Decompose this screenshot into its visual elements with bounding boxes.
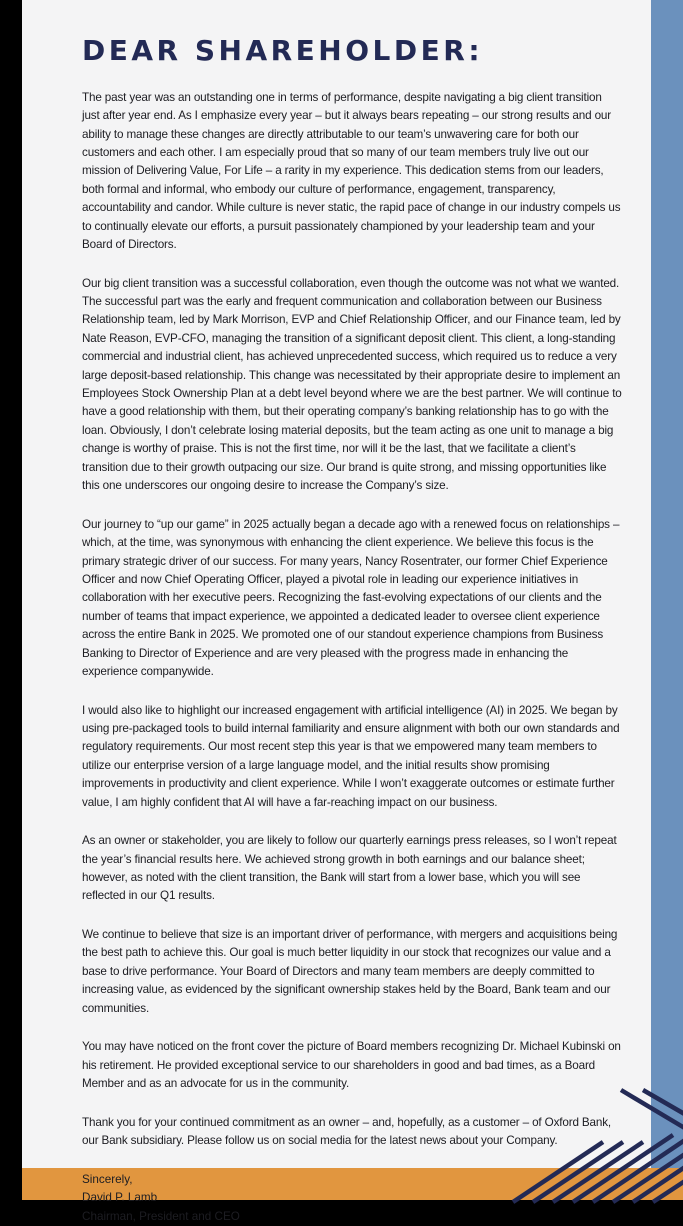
signature-block bbox=[82, 1171, 622, 1226]
letter-paragraph: The past year was an outstanding one in terms of performance, despite navigating a big client transition just after year end. As I emphasize every year – but it always bears repeating – our strong results and our ability to manage these changes are directly attributable to our team’s unwavering care for both our customers and each other. I am especially proud that so many of our team members truly live out our mission of Delivering Value, For Life – a rarity in my experience. This dedication stems from our leaders, both formal and informal, who embody our culture of performance, engagement, transparency, accountability and candor. While culture is never static, the rapid pace of change in our industry compels us to continually elevate our efforts, a pursuit passionately championed by your leadership team and your Board of Directors. bbox=[82, 90, 621, 252]
letter-content bbox=[82, 36, 622, 1226]
right-blue-stripe bbox=[651, 0, 683, 1200]
letter-paragraph: You may have noticed on the front cover the picture of Board members recognizing Dr. Michael Kubinski on his retirement. He provided exceptional service to our shareholders in good and bad times, as a Board Member and as an advocate for us in the community. bbox=[82, 1040, 621, 1091]
letter-paragraph: Our journey to “up our game” in 2025 actually began a decade ago with a renewed focus on relationships – which, at the time, was synonymous with enhancing the client experience. We believe this focus is the primary strategic driver of our success. For many years, Nancy Rosentrater, our former Chief Experience Officer and now Chief Operating Officer, played a pivotal role in leading our experience initiatives in collaboration with her executive peers. Recognizing the fast-evolving expectations of our clients and the number of teams that impact experience, we appointed a dedicated leader to oversee client experience across the entire Bank in 2025. We promoted one of our standout experience champions from Business Banking to Director of Experience and are very pleased with the progress made in enhancing the experience companywide. bbox=[82, 517, 620, 678]
letter-paragraph: We continue to believe that size is an important driver of performance, with mergers and acquisitions being the best path to achieve this. Our goal is much better liquidity in our stock that recognizes our value and a base to drive performance. Your Board of Directors and many team members are deeply committed to increasing value, as evidenced by the significant ownership stakes held by the Board, Bank team and our communities. bbox=[82, 927, 618, 1015]
signer-name: David P. Lamb bbox=[82, 1191, 158, 1205]
left-black-edge bbox=[0, 0, 22, 1200]
diagonal-stripe bbox=[653, 1179, 683, 1202]
letter-page bbox=[22, 0, 683, 1223]
letter-paragraph: I would also like to highlight our increased engagement with artificial intelligence (AI) in 2025. We began by using pre-packaged tools to build internal familiarity and ensure alignment with both our own standards and regulatory requirements. Our most recent step this year is that we empowered many team members to utilize our enterprise version of a large language model, and the initial results show promising improvements in productivity and client experience. While I won’t exaggerate outcomes or estimate further value, I am highly confident that AI will have a far-reaching impact on our business. bbox=[82, 703, 620, 809]
letter-paragraph: Our big client transition was a successful collaboration, even though the outcome was not what we wanted. The successful part was the early and frequent communication and collaboration between our Business Relationship team, led by Mark Morrison, EVP and Chief Relationship Officer, and our Finance team, led by Nate Reason, EVP-CFO, managing the transition of a significant deposit client. This client, a long-standing commercial and industrial client, has achieved unprecedented success, which required us to reduce a very large deposit-based relationship. This change was necessitated by their appropriate desire to implement an Employees Stock Ownership Plan at a debt level beyond where we are the best partner. We will continue to have a good relationship with them, but their operating company’s banking relationship has to go with the loan. Obviously, I don’t celebrate losing material deposits, but the team acting as one unit to manage a big change is worthy of praise. This is not the first time, nor will it be the last, that we facilitate a client’s transition due to their growth outpacing our size. Our brand is quite strong, and missing opportunities like this one underscores our ongoing desire to increase the Company’s size. bbox=[82, 276, 622, 493]
closing-text: Sincerely, bbox=[82, 1172, 133, 1186]
letter-paragraph: As an owner or stakeholder, you are likely to follow our quarterly earnings press releases, so I won’t repeat the year’s financial results here. We achieved strong growth in both earnings and our balance sheet; however, as noted with the client transition, the Bank will start from a lower base, which you will see reflected in our Q1 results. bbox=[82, 834, 617, 903]
signer-title: Chairman, President and CEO bbox=[82, 1209, 240, 1223]
letter-paragraph: Thank you for your continued commitment as an owner – and, hopefully, as a customer – of Oxford Bank, our Bank subsidiary. Please follow us on social media for the latest news about your Company. bbox=[82, 1115, 612, 1148]
diagonal-stripe bbox=[643, 1090, 683, 1116]
letter-heading: DEAR SHAREHOLDER: bbox=[82, 34, 484, 67]
